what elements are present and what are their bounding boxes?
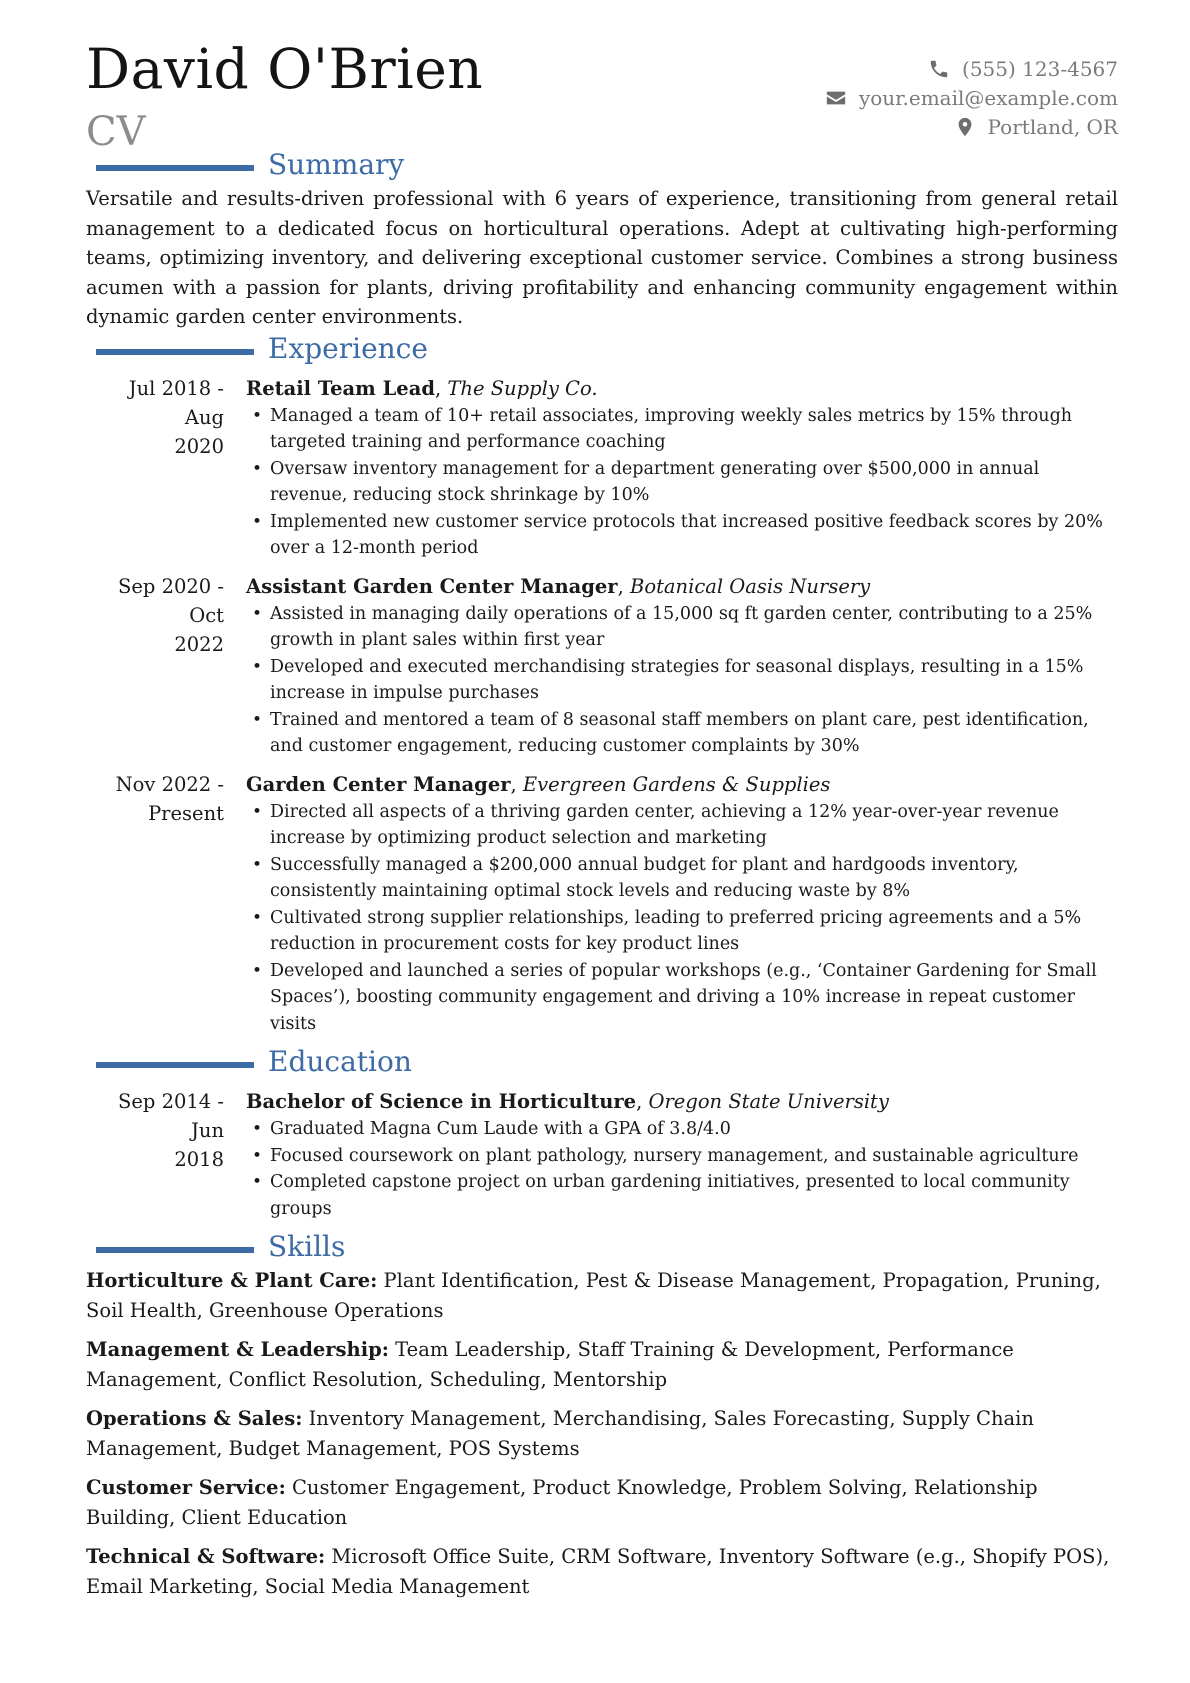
entry-title: Garden Center Manager, Evergreen Gardens & Supplies — [246, 772, 831, 796]
experience-entry — [86, 770, 1118, 1038]
skill-items: Team Leadership, Staff Training & Development, Performance Management, Conflict Resolution, Scheduling, Mentorship — [86, 1338, 1014, 1391]
entry-date — [86, 770, 246, 1038]
phone-text: (555) 123-4567 — [962, 56, 1118, 81]
list-item: • Managed a team of 10+ retail associates, improving weekly sales metrics by 15% through targeted training and performance coaching — [246, 403, 1118, 456]
skill-items: Plant Identification, Pest & Disease Management, Propagation, Pruning, Soil Health, Greenhouse Operations — [86, 1269, 1101, 1322]
entry-title: Assistant Garden Center Manager, Botanical Oasis Nursery — [246, 574, 871, 598]
skill-category: Operations & Sales: — [86, 1407, 303, 1430]
date-line: Jul 2018 - Aug — [128, 376, 224, 429]
section-title: Education — [268, 1045, 412, 1078]
job-title: Garden Center Manager — [246, 772, 511, 796]
location-text: Portland, OR — [987, 114, 1118, 139]
contact-email[interactable] — [825, 83, 1118, 112]
date-line: Sep 2014 - Jun — [118, 1090, 224, 1142]
skill-category: Management & Leadership: — [86, 1338, 389, 1361]
skill-items: Customer Engagement, Product Knowledge, Problem Solving, Relationship Building, Client Education — [86, 1476, 1038, 1529]
experience-heading — [86, 331, 1118, 368]
list-item: • Implemented new customer service protocols that increased positive feedback scores by 20% over a 12-month period — [246, 509, 1118, 562]
list-item: • Trained and mentored a team of 8 seasonal staff members on plant care, pest identification, and customer engagement, reducing customer complaints by 30% — [246, 707, 1118, 760]
skill-items: Microsoft Office Suite, CRM Software, Inventory Software (e.g., Shopify POS), Email Marketing, Social Media Management — [86, 1545, 1110, 1598]
job-title: Assistant Garden Center Manager — [246, 574, 618, 598]
skill-category: Horticulture & Plant Care: — [86, 1269, 378, 1292]
section-rule — [96, 1062, 254, 1068]
list-item: • Directed all aspects of a thriving garden center, achieving a 12% year-over-year revenue increase by optimizing product selection and marketing — [246, 799, 1118, 852]
degree-title: Bachelor of Science in Horticulture — [246, 1090, 637, 1113]
section-title: Experience — [268, 331, 428, 365]
skills-heading — [86, 1232, 1118, 1266]
list-item: • Developed and executed merchandising strategies for seasonal displays, resulting in a 15% increase in impulse purchases — [246, 654, 1118, 707]
skill-group — [86, 1542, 1118, 1601]
list-item: • Oversaw inventory management for a department generating over $500,000 in annual revenue, reducing stock shrinkage by 10% — [246, 456, 1118, 509]
summary-text: Versatile and results-driven professional with 6 years of experience, transitioning from general retail management to a dedicated focus on horticultural operations. Adept at cultivating high-performing teams, optimizing inventory, and delivering exceptional customer service. Combines a strong business acumen with a passion for plants, driving profitability and enhancing community engagement within dynamic garden center environments. — [86, 187, 1118, 328]
entry-title: Bachelor of Science in Horticulture, Oregon State University — [246, 1090, 889, 1113]
entry-body — [246, 572, 1118, 760]
skill-group — [86, 1266, 1118, 1325]
list-item: • Completed capstone project on urban gardening initiatives, presented to local community groups — [246, 1169, 1118, 1222]
document-subtitle: CV — [86, 109, 146, 155]
entry-body — [246, 770, 1118, 1038]
bullet-list — [246, 601, 1118, 760]
list-item: • Developed and launched a series of popular workshops (e.g., ‘Container Gardening for Small Spaces’), boosting community engagement and driving a 10% increase in repeat customer visits — [246, 958, 1118, 1038]
list-item: • Cultivated strong supplier relationships, leading to preferred pricing agreements and a 5% reduction in procurement costs for key product lines — [246, 905, 1118, 958]
job-title: Retail Team Lead — [246, 376, 435, 400]
bullet-list — [246, 1116, 1118, 1222]
date-line: Present — [148, 801, 224, 825]
entry-title: Retail Team Lead, The Supply Co. — [246, 376, 598, 400]
entry-date — [86, 374, 246, 562]
date-line: 2020 — [174, 434, 224, 458]
education-heading — [86, 1047, 1118, 1081]
section-rule — [96, 349, 254, 355]
list-item: • Focused coursework on plant pathology, nursery management, and sustainable agriculture — [246, 1143, 1118, 1170]
skill-group — [86, 1404, 1118, 1463]
summary-section — [86, 150, 1118, 332]
email-link[interactable]: your.email@example.com — [858, 85, 1118, 110]
section-title: Skills — [268, 1230, 346, 1263]
list-item: • Assisted in managing daily operations of a 15,000 sq ft garden center, contributing to a 25% growth in plant sales within first year — [246, 601, 1118, 654]
entry-body — [246, 374, 1118, 562]
experience-section — [86, 331, 1118, 1038]
organization: Botanical Oasis Nursery — [630, 574, 871, 598]
date-line: Sep 2020 - Oct — [118, 574, 224, 627]
section-rule — [96, 1247, 254, 1253]
section-rule — [96, 165, 254, 171]
resume-page — [86, 37, 1118, 1611]
contact-phone — [825, 54, 1118, 83]
date-line: 2022 — [174, 632, 224, 656]
entry-body — [246, 1087, 1118, 1222]
entry-date — [86, 572, 246, 760]
map-pin-icon — [954, 116, 976, 138]
bullet-list — [246, 403, 1118, 562]
experience-entry — [86, 374, 1118, 562]
bullet-list — [246, 799, 1118, 1038]
experience-entry — [86, 572, 1118, 760]
contact-block — [825, 54, 1118, 141]
envelope-icon — [825, 87, 847, 109]
skill-group — [86, 1335, 1118, 1394]
section-title: Summary — [268, 148, 405, 181]
institution: Oregon State University — [648, 1090, 889, 1113]
contact-location — [825, 112, 1118, 141]
summary-heading — [86, 150, 1118, 184]
phone-icon — [928, 58, 950, 80]
entry-date — [86, 1087, 246, 1222]
list-item: • Graduated Magna Cum Laude with a GPA of 3.8/4.0 — [246, 1116, 1118, 1143]
education-entry — [86, 1087, 1118, 1222]
date-line: Nov 2022 - — [115, 772, 224, 796]
skill-category: Customer Service: — [86, 1476, 286, 1499]
list-item: • Successfully managed a $200,000 annual budget for plant and hardgoods inventory, consistently maintaining optimal stock levels and reducing waste by 8% — [246, 852, 1118, 905]
resume-header — [86, 37, 1118, 155]
skill-group — [86, 1473, 1118, 1532]
date-line: 2018 — [174, 1148, 224, 1171]
organization: The Supply Co. — [447, 376, 598, 400]
skills-section — [86, 1232, 1118, 1601]
organization: Evergreen Gardens & Supplies — [522, 772, 831, 796]
skill-category: Technical & Software: — [86, 1545, 326, 1568]
candidate-name: David O'Brien — [86, 37, 484, 101]
education-section — [86, 1047, 1118, 1222]
skill-items: Inventory Management, Merchandising, Sales Forecasting, Supply Chain Management, Budget Management, POS Systems — [86, 1407, 1034, 1460]
